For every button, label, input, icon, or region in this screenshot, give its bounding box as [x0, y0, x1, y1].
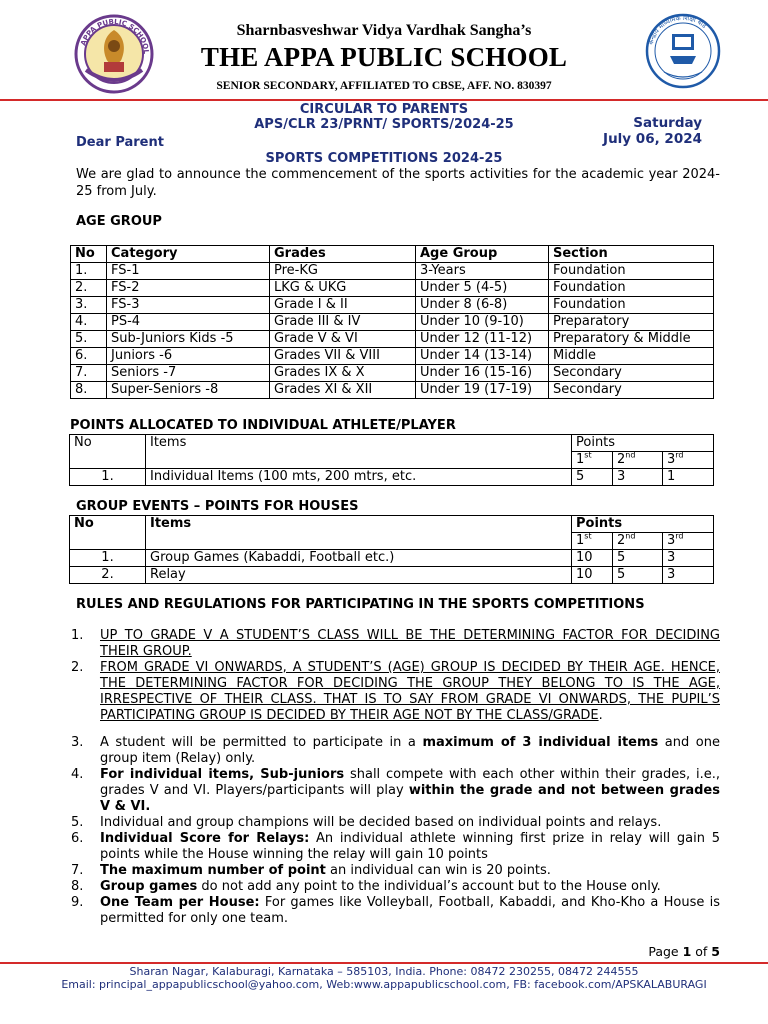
- place-header: [663, 533, 714, 550]
- col-no-header: No: [70, 435, 146, 469]
- row-points: 5: [613, 567, 663, 584]
- age-cell: FS-2: [107, 280, 270, 297]
- age-cell: Pre-KG: [270, 263, 416, 280]
- place-number: 1: [576, 533, 585, 548]
- place-suffix: st: [584, 531, 592, 541]
- table-row: [70, 469, 714, 486]
- footer-contacts: Email: principal_appapublicschool@yahoo.com, Web:www.appapublicschool.com, FB: facebook.com/APSKALABURAGI: [61, 978, 707, 991]
- age-col-header: Grades: [270, 246, 416, 263]
- age-cell: Under 5 (4-5): [416, 280, 549, 297]
- rule-number: 7.: [71, 863, 84, 878]
- age-cell: 6.: [71, 348, 107, 365]
- rule-item: [71, 895, 720, 927]
- age-cell: FS-3: [107, 297, 270, 314]
- circular-reference: APS/CLR 23/PRNT/ SPORTS/2024-25: [254, 117, 514, 132]
- age-cell: Foundation: [549, 263, 714, 280]
- rule-text: do not add any point to the individual’s account but to the House only.: [197, 879, 661, 894]
- rule-number: 1.: [71, 628, 84, 643]
- individual-points-heading: POINTS ALLOCATED TO INDIVIDUAL ATHLETE/PLAYER: [70, 418, 456, 433]
- header-divider: [0, 99, 768, 101]
- place-number: 2: [617, 533, 626, 548]
- age-cell: Under 19 (17-19): [416, 382, 549, 399]
- row-item: Group Games (Kabaddi, Football etc.): [146, 550, 572, 567]
- age-col-header: No: [71, 246, 107, 263]
- intro-paragraph: We are glad to announce the commencement of the sports activities for the academic year 2024-25 from July.: [76, 167, 720, 199]
- table-row: [71, 297, 714, 314]
- rule-text: UP TO GRADE V A STUDENT’S CLASS WILL BE THE DETERMINING FACTOR FOR DECIDING THEIR GROUP.: [100, 628, 720, 659]
- row-points: 3: [663, 567, 714, 584]
- table-row: [70, 550, 714, 567]
- age-cell: Juniors -6: [107, 348, 270, 365]
- rule-text: FROM GRADE VI ONWARDS, A STUDENT’S (AGE) GROUP IS DECIDED BY THEIR AGE. HENCE, THE DETERMINING FACTOR FOR DECIDING THE GROUP THEY BELONG TO IS THE AGE, IRRESPECTIVE OF THEIR CLASS. THAT IS TO SAY FROM GRADE VI ONWARDS, THE PUPIL’S PARTICIPATING GROUP IS DECIDED BY THEIR AGE NOT BY THE CLASS/GRADE: [100, 660, 720, 723]
- circular-day: Saturday: [633, 115, 702, 131]
- rule-text: An individual athlete winning first prize in relay will gain 5 points while the House winning the relay will gain 10 points: [100, 831, 720, 862]
- place-number: 3: [667, 533, 676, 548]
- age-cell: Sub-Juniors Kids -5: [107, 331, 270, 348]
- place-suffix: nd: [625, 531, 636, 541]
- age-cell: PS-4: [107, 314, 270, 331]
- age-cell: Grades XI & XII: [270, 382, 416, 399]
- table-header-row: [70, 435, 714, 452]
- age-cell: FS-1: [107, 263, 270, 280]
- rule-item: [71, 735, 720, 767]
- age-cell: 8.: [71, 382, 107, 399]
- row-points: 5: [572, 469, 613, 486]
- row-item: Relay: [146, 567, 572, 584]
- age-cell: LKG & UKG: [270, 280, 416, 297]
- table-row: [70, 567, 714, 584]
- table-row: [71, 314, 714, 331]
- col-points-header: Points: [572, 435, 714, 452]
- group-points-heading: GROUP EVENTS – POINTS FOR HOUSES: [76, 499, 359, 514]
- table-row: [71, 382, 714, 399]
- age-cell: Secondary: [549, 365, 714, 382]
- place-suffix: rd: [675, 531, 684, 541]
- age-cell: 3-Years: [416, 263, 549, 280]
- rule-text: and one group item (Relay) only.: [100, 735, 720, 766]
- page-number: [648, 944, 720, 959]
- col-points-header: Points: [572, 516, 714, 533]
- age-cell: Middle: [549, 348, 714, 365]
- rule-text: shall compete with each other within their grades, i.e., grades V and VI. Players/participants will play: [100, 767, 721, 798]
- age-group-table: [70, 245, 714, 399]
- age-col-header: Section: [549, 246, 714, 263]
- rule-number: 4.: [71, 767, 84, 782]
- affiliation-line: SENIOR SECONDARY, AFFILIATED TO CBSE, AFF. NO. 830397: [216, 80, 552, 92]
- page-total: 5: [711, 944, 720, 959]
- age-cell: Under 14 (13-14): [416, 348, 549, 365]
- rules-heading: RULES AND REGULATIONS FOR PARTICIPATING IN THE SPORTS COMPETITIONS: [76, 597, 645, 612]
- footer-address: Sharan Nagar, Kalaburagi, Karnataka – 585103, India. Phone: 08472 230255, 08472 244555: [129, 965, 639, 978]
- col-no-header: No: [70, 516, 146, 550]
- group-points-table: [69, 515, 714, 584]
- rule-number: 3.: [71, 735, 84, 750]
- sangha-name: Sharnbasveshwar Vidya Vardhak Sangha’s: [236, 22, 532, 39]
- age-col-header: Category: [107, 246, 270, 263]
- rule-item: [71, 628, 720, 660]
- place-suffix: rd: [675, 450, 684, 460]
- rule-number: 6.: [71, 831, 84, 846]
- rule-text: maximum of 3 individual items: [422, 735, 659, 750]
- row-points: 3: [663, 550, 714, 567]
- place-number: 3: [667, 452, 676, 467]
- greeting: Dear Parent: [76, 135, 164, 150]
- rule-item: [71, 863, 720, 879]
- rule-text: A student will be permitted to participate in a: [100, 735, 423, 750]
- age-cell: 5.: [71, 331, 107, 348]
- age-cell: Preparatory: [549, 314, 714, 331]
- row-item: Individual Items (100 mts, 200 mtrs, etc.: [146, 469, 572, 486]
- place-header: [572, 452, 613, 469]
- rule-item: [71, 767, 720, 815]
- place-header: [613, 533, 663, 550]
- rule-item: [71, 831, 720, 863]
- place-suffix: nd: [625, 450, 636, 460]
- school-name: THE APPA PUBLIC SCHOOL: [200, 42, 568, 72]
- age-cell: Under 10 (9-10): [416, 314, 549, 331]
- table-row: [71, 263, 714, 280]
- rule-text: One Team per House:: [100, 895, 260, 910]
- age-cell: Grades IX & X: [270, 365, 416, 382]
- place-header: [572, 533, 613, 550]
- rule-item: [71, 879, 720, 895]
- row-points: 5: [613, 550, 663, 567]
- rule-number: 8.: [71, 879, 84, 894]
- age-cell: 2.: [71, 280, 107, 297]
- age-cell: Grades VII & VIII: [270, 348, 416, 365]
- age-cell: 3.: [71, 297, 107, 314]
- col-items-header: Items: [146, 516, 572, 550]
- row-points: 10: [572, 550, 613, 567]
- age-cell: Seniors -7: [107, 365, 270, 382]
- age-cell: Under 16 (15-16): [416, 365, 549, 382]
- table-header-row: [70, 516, 714, 533]
- age-cell: Preparatory & Middle: [549, 331, 714, 348]
- circular-title: CIRCULAR TO PARENTS: [299, 102, 469, 117]
- age-cell: 1.: [71, 263, 107, 280]
- logo-left-text: APPA PUBLIC SCHOOL: [79, 17, 151, 55]
- age-cell: Grade I & II: [270, 297, 416, 314]
- age-cell: Under 8 (6-8): [416, 297, 549, 314]
- age-group-heading: AGE GROUP: [76, 214, 162, 229]
- circular-date: July 06, 2024: [603, 131, 702, 147]
- age-cell: Under 12 (11-12): [416, 331, 549, 348]
- rule-number: 2.: [71, 660, 84, 675]
- rule-text: The maximum number of point: [100, 863, 326, 878]
- footer-divider: [0, 962, 768, 964]
- place-number: 1: [576, 452, 585, 467]
- age-col-header: Age Group: [416, 246, 549, 263]
- rule-text: an individual can win is 20 points.: [325, 863, 551, 878]
- rule-item: [71, 660, 720, 724]
- place-header: [613, 452, 663, 469]
- place-number: 2: [617, 452, 626, 467]
- age-cell: Foundation: [549, 297, 714, 314]
- row-points: 10: [572, 567, 613, 584]
- age-cell: 4.: [71, 314, 107, 331]
- page-current: 1: [682, 944, 692, 959]
- page-of: of: [691, 944, 712, 959]
- table-row: [71, 331, 714, 348]
- age-cell: Foundation: [549, 280, 714, 297]
- row-points: 1: [663, 469, 714, 486]
- table-row: [71, 280, 714, 297]
- rule-number: 9.: [71, 895, 84, 910]
- rule-item: [71, 815, 720, 831]
- page-prefix: Page: [648, 944, 683, 959]
- rules-list: [71, 628, 720, 927]
- rule-text: Group games: [100, 879, 198, 894]
- rule-text: .: [598, 708, 603, 723]
- age-cell: Grade V & VI: [270, 331, 416, 348]
- rule-text: For games like Volleyball, Football, Kabaddi, and Kho-Kho a House is permitted for only one team.: [100, 895, 720, 926]
- age-cell: Grade III & IV: [270, 314, 416, 331]
- row-number: 1.: [70, 469, 146, 486]
- rule-number: 5.: [71, 815, 84, 830]
- logo-right-text: केन्द्रीय माध्यमिक शिक्षा बोर्ड: [646, 13, 709, 46]
- row-points: 3: [613, 469, 663, 486]
- row-number: 2.: [70, 567, 146, 584]
- age-cell: Super-Seniors -8: [107, 382, 270, 399]
- place-suffix: st: [584, 450, 592, 460]
- col-items-header: Items: [146, 435, 572, 469]
- rule-text: Individual and group champions will be decided based on individual points and relays.: [100, 815, 662, 830]
- rule-text: within the grade and not between grades V & VI.: [100, 783, 720, 814]
- rule-text: Individual Score for Relays:: [100, 831, 310, 846]
- age-cell: 7.: [71, 365, 107, 382]
- table-row: [71, 365, 714, 382]
- table-row: [71, 348, 714, 365]
- individual-points-table: [69, 434, 714, 486]
- place-header: [663, 452, 714, 469]
- age-cell: Secondary: [549, 382, 714, 399]
- rule-text: For individual items, Sub-juniors: [100, 767, 345, 782]
- row-number: 1.: [70, 550, 146, 567]
- sports-title: SPORTS COMPETITIONS 2024-25: [265, 151, 503, 166]
